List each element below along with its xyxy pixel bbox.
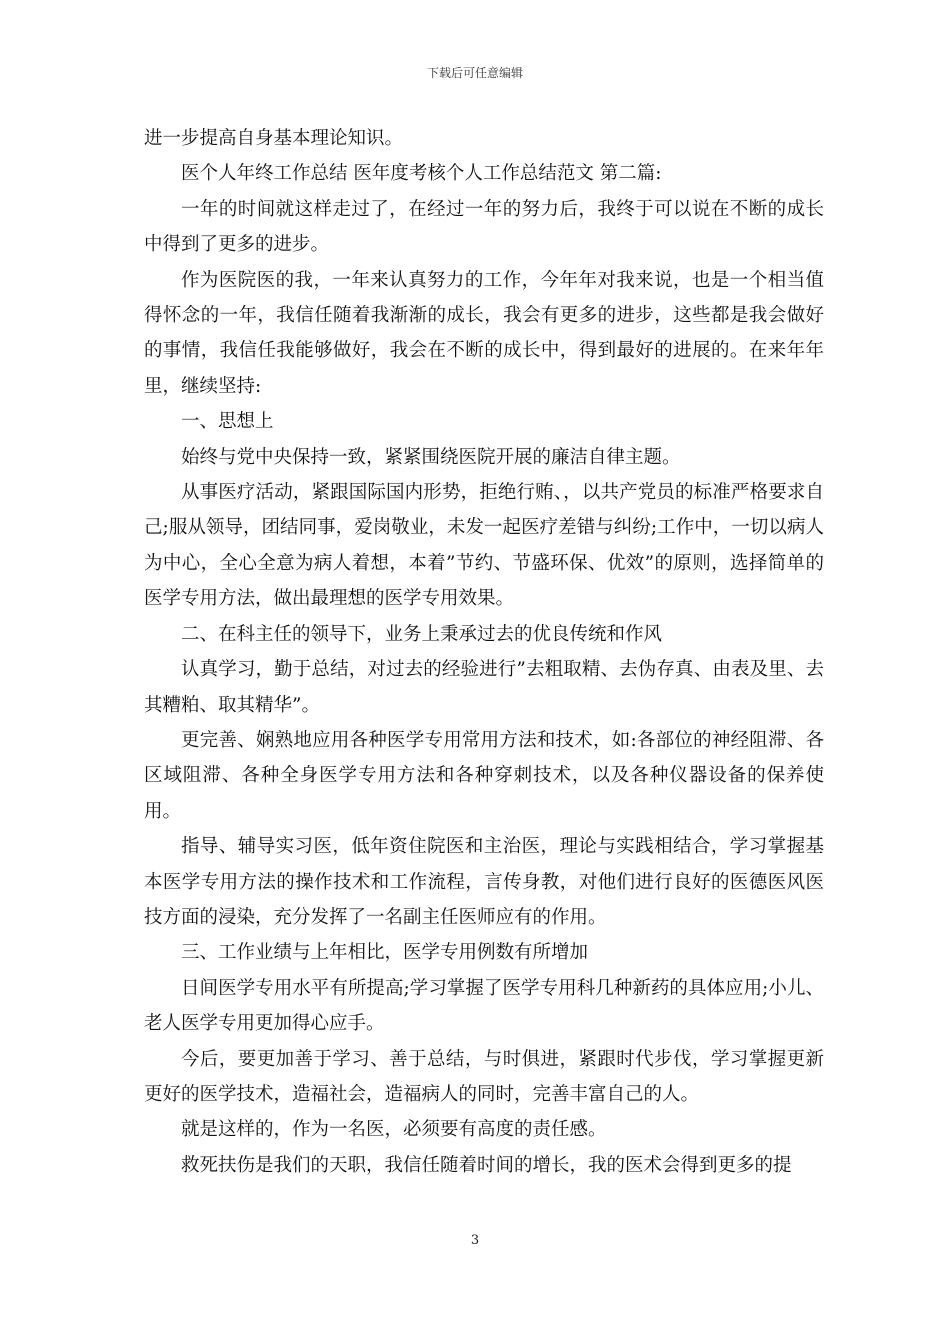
paragraph-11: 指导、辅导实习医，低年资住院医和主治医，理论与实践相结合，学习掌握基本医学专用方法的操作技术和工作流程，言传身教，对他们进行良好的医德医风医技方面的浸染，充分发挥了一名副主任医师应有的作用。: [144, 836, 824, 928]
section-heading-3: 三、工作业绩与上年相比，医学专用例数有所增加: [181, 942, 589, 964]
paragraph-13: 日间医学专用水平有所提高;学习掌握了医学专用科几种新药的具体应用;小儿、老人医学专用更加得心应手。: [144, 977, 824, 1035]
paragraph-7: 从事医疗活动，紧跟国际国内形势，拒绝行贿、，以共产党员的标准严格要求自己;服从领导，团结同事，爱岗敬业，未发一起医疗差错与纠纷;工作中，一切以病人为中心，全心全意为病人着想，本着”节约、节盛环保、优效”的原则，选择简单的医学专用方法，做出最理想的医学专用效果。: [144, 482, 824, 610]
paragraph-3: 一年的时间就这样走过了，在经过一年的努力后，我终于可以说在不断的成长中得到了更多的进步。: [144, 198, 824, 256]
paragraph-6: 始终与党中央保持一致，紧紧围绕医院开展的廉洁自律主题。: [181, 446, 681, 468]
paragraph-4: 作为医院医的我，一年来认真努力的工作，今年年对我来说，也是一个相当值得怀念的一年，我信任随着我渐渐的成长，我会有更多的进步，这些都是我会做好的事情，我信任我能够做好，我会在不断的成长中，得到最好的进展的。在来年年里，继续坚持:: [144, 269, 824, 397]
page-number: 3: [470, 1233, 480, 1248]
paragraph-10: 更完善、娴熟地应用各种医学专用常用方法和技术，如:各部位的神经阻滞、各区域阻滞、各种全身医学专用方法和各种穿刺技术，以及各种仪器设备的保养使用。: [144, 729, 824, 822]
section-heading-1: 一、思想上: [181, 411, 274, 433]
paragraph-1: 进一步提高自身基本理论知识。: [144, 128, 404, 149]
paragraph-14: 今后，要更加善于学习、善于总结，与时俱进，紧跟时代步伐，学习掌握更新更好的医学技术，造福社会，造福病人的同时，完善丰富自己的人。: [144, 1048, 824, 1105]
paragraph-2: 医个人年终工作总结 医年度考核个人工作总结范文 第二篇:: [181, 163, 662, 185]
section-heading-2: 二、在科主任的领导下，业务上秉承过去的优良传统和作风: [181, 623, 663, 645]
document-body: [144, 121, 824, 1183]
page-header: 下载后可任意编辑: [426, 66, 523, 80]
paragraph-16: 救死扶伤是我们的天职，我信任随着时间的增长，我的医术会得到更多的提: [181, 1154, 792, 1176]
paragraph-15: 就是这样的，作为一名医，必须要有高度的责任感。: [181, 1119, 607, 1141]
paragraph-9: 认真学习，勤于总结，对过去的经验进行”去粗取精、去伪存真、由表及里、去其糟粕、取其精华”。: [144, 659, 824, 716]
